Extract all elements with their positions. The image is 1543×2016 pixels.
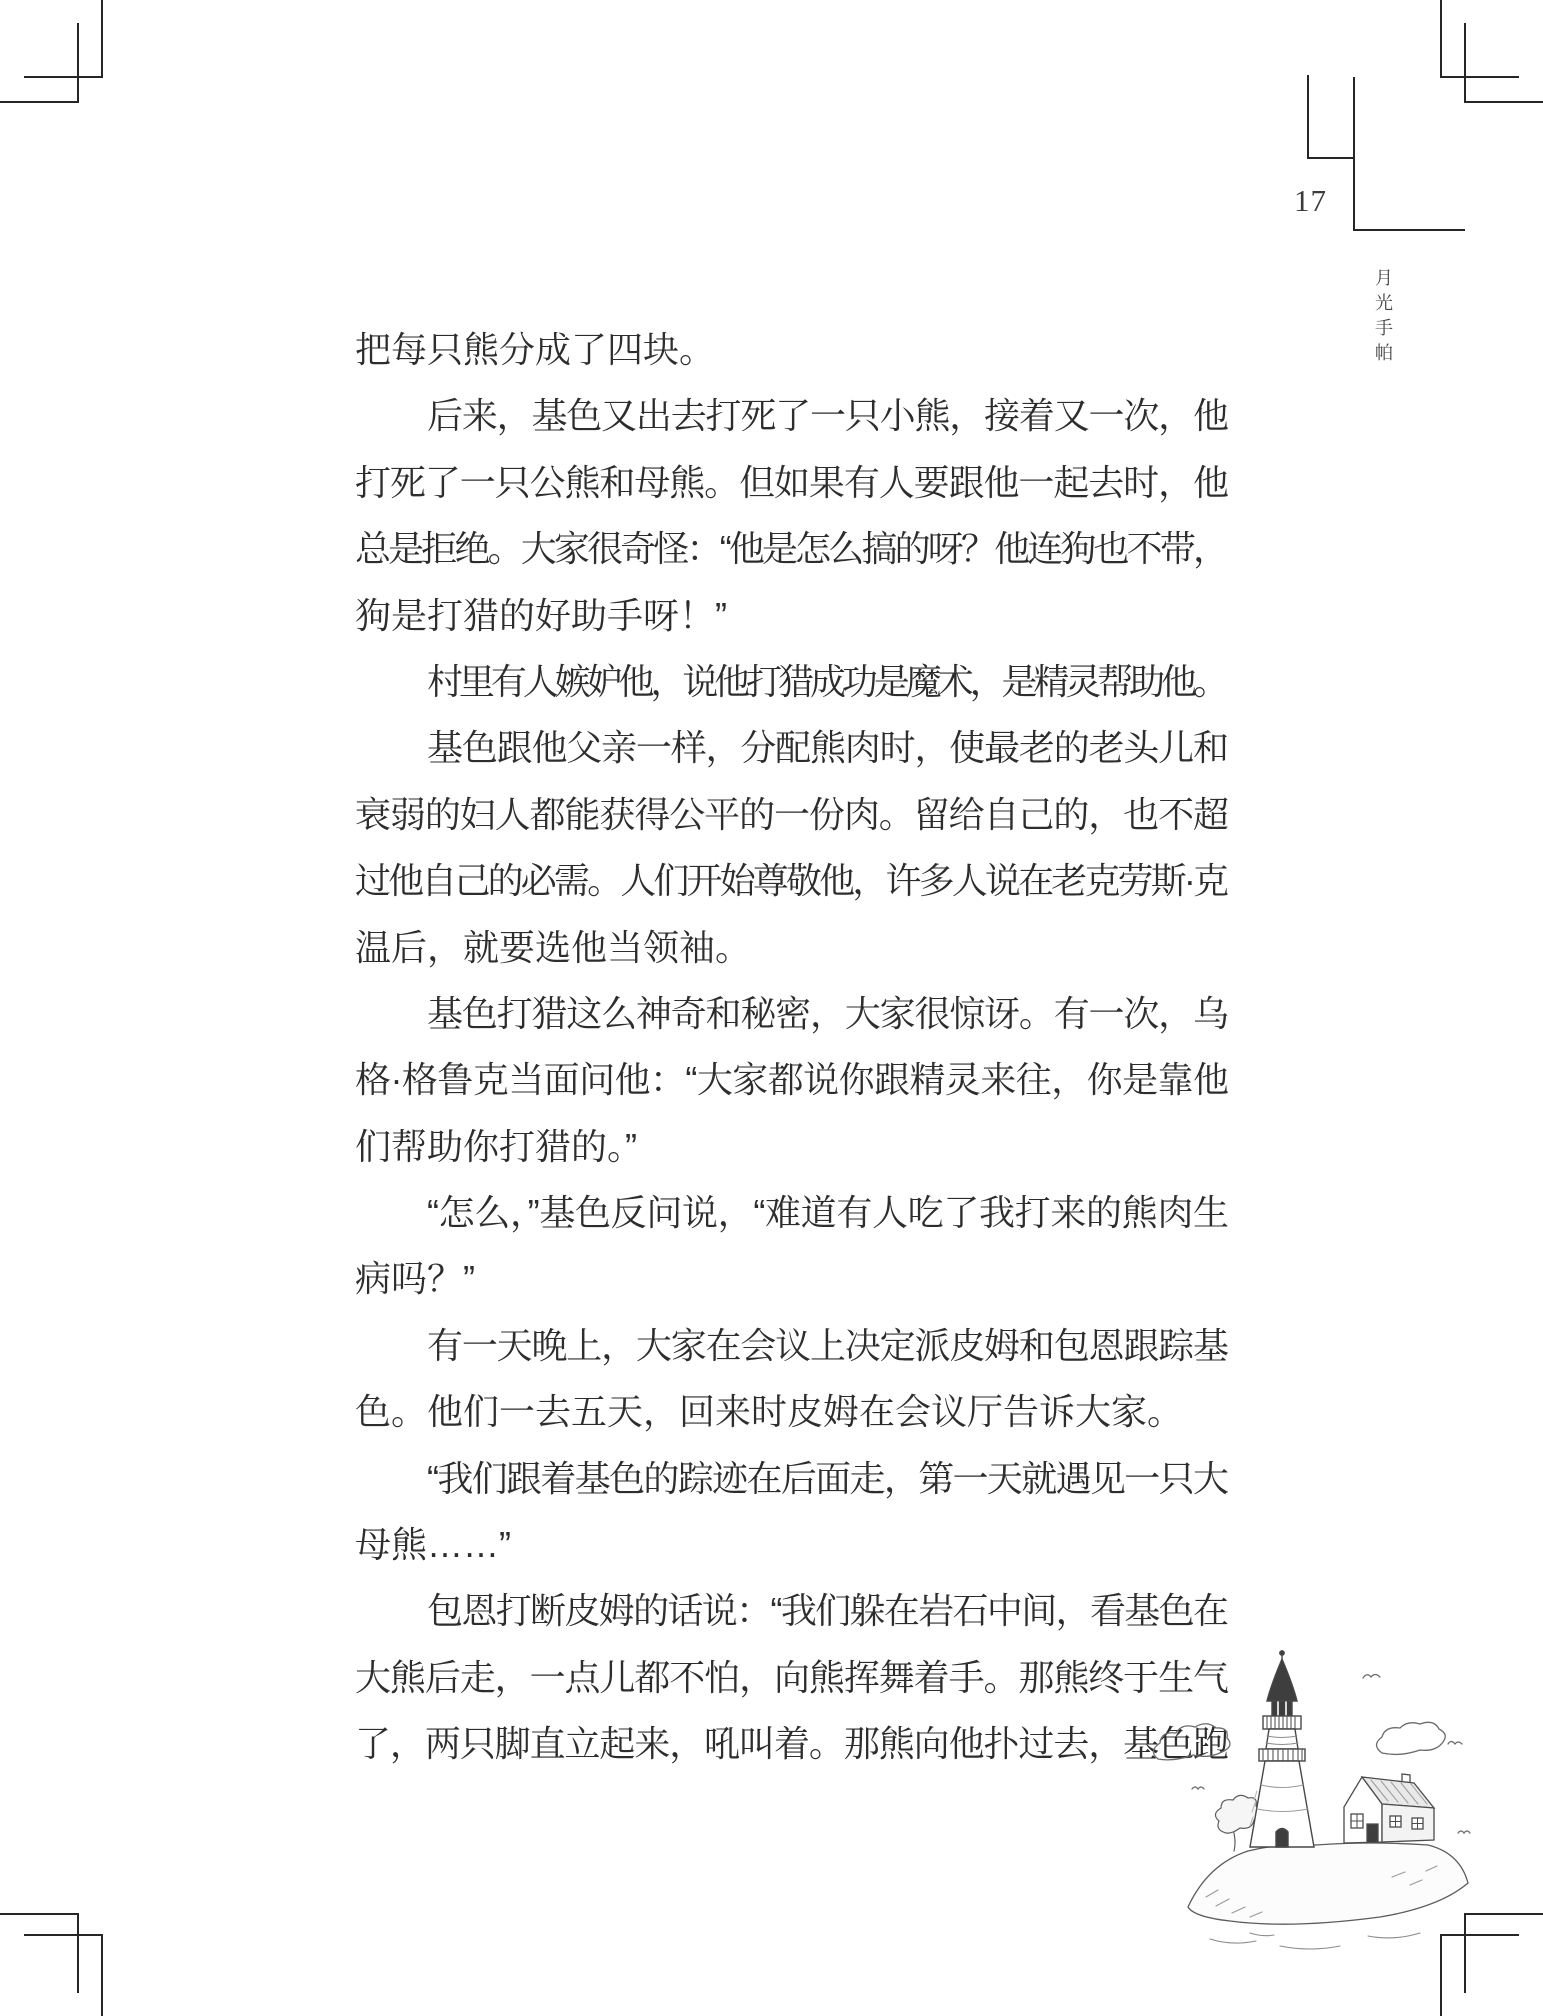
page-number: 17 <box>1294 183 1327 218</box>
crop-mark-top-left <box>77 23 79 103</box>
lighthouse-tower <box>1250 1651 1314 1847</box>
bird-icon <box>1458 1831 1470 1833</box>
body-text <box>355 317 1229 1778</box>
header-rule <box>1307 157 1355 159</box>
crop-mark-top-right <box>1464 101 1543 103</box>
text-line: 基色跟他父亲一样，分配熊肉时，使最老的老头儿和 <box>427 727 1228 769</box>
text-line: 基色打猎这么神奇和秘密，大家很惊讶。有一次，乌 <box>427 992 1228 1034</box>
lighthouse-illustration <box>1130 1645 1480 1965</box>
crop-mark-top-right <box>1440 0 1442 78</box>
text-line: “我们跟着基色的踪迹在后面走，第一天就遇见一只大 <box>427 1457 1228 1499</box>
text-line: 总是拒绝。大家很奇怪：“他是怎么搞的呀？他连狗也不带， <box>355 528 1227 570</box>
running-title: 月光手帕 <box>1373 268 1393 368</box>
text-line: 有一天晚上，大家在会议上决定派皮姆和包恩跟踪基 <box>427 1324 1228 1366</box>
cottage <box>1344 1774 1434 1843</box>
text-line: “怎么，”基色反问说，“难道有人吃了我打来的熊肉生 <box>427 1192 1229 1234</box>
crop-mark-top-left <box>24 76 103 78</box>
bird-icon <box>1192 1787 1204 1789</box>
text-line: 温后，就要选他当领袖。 <box>355 926 752 968</box>
crop-mark-top-left <box>101 0 103 78</box>
text-line: 包恩打断皮姆的话说：“我们躲在岩石中间，看基色在 <box>427 1590 1228 1632</box>
hill <box>1188 1843 1468 1949</box>
bird-icon <box>1363 1675 1380 1679</box>
text-line: 格·格鲁克当面问他：“大家都说你跟精灵来往，你是靠他 <box>355 1059 1229 1101</box>
crop-mark-bottom-left <box>0 1913 79 1915</box>
text-line: 打死了一只公熊和母熊。但如果有人要跟他一起去时，他 <box>355 461 1228 503</box>
crop-mark-bottom-left <box>24 1934 103 1936</box>
text-line: 了，两只脚直立起来，吼叫着。那熊向他扑过去，基色跑 <box>355 1723 1228 1765</box>
cloud-left-icon <box>1153 1724 1230 1760</box>
text-line: 母熊……” <box>355 1524 511 1566</box>
header-rule <box>1353 229 1465 231</box>
text-line: 把每只熊分成了四块。 <box>355 329 716 370</box>
bird-icon <box>1448 1742 1462 1745</box>
crop-mark-top-right <box>1440 76 1519 78</box>
text-line: 后来，基色又出去打死了一只小熊，接着又一次，他 <box>427 395 1228 437</box>
cloud-right-icon <box>1377 1722 1446 1754</box>
crop-mark-top-right <box>1464 23 1466 103</box>
text-line: 大熊后走，一点儿都不怕，向熊挥舞着手。那熊终于生气 <box>355 1656 1228 1698</box>
text-line: 狗是打猎的好助手呀！” <box>355 594 727 636</box>
crop-mark-bottom-left <box>77 1913 79 1993</box>
text-line: 过他自己的必需。人们开始尊敬他，许多人说在老克劳斯·克 <box>355 860 1227 902</box>
header-rule <box>1353 77 1355 231</box>
crop-mark-top-left <box>0 101 79 103</box>
text-line: 衰弱的妇人都能获得公平的一份肉。留给自己的，也不超 <box>355 793 1228 835</box>
header-rule <box>1307 75 1309 159</box>
text-line: 们帮助你打猎的。” <box>355 1125 637 1167</box>
text-line: 色。他们一去五天，回来时皮姆在会议厅告诉大家。 <box>355 1391 1184 1433</box>
text-line: 病吗？” <box>355 1258 475 1300</box>
crop-mark-bottom-left <box>101 1934 103 2016</box>
text-line: 村里有人嫉妒他，说他打猎成功是魔术，是精灵帮助他。 <box>427 660 1225 702</box>
